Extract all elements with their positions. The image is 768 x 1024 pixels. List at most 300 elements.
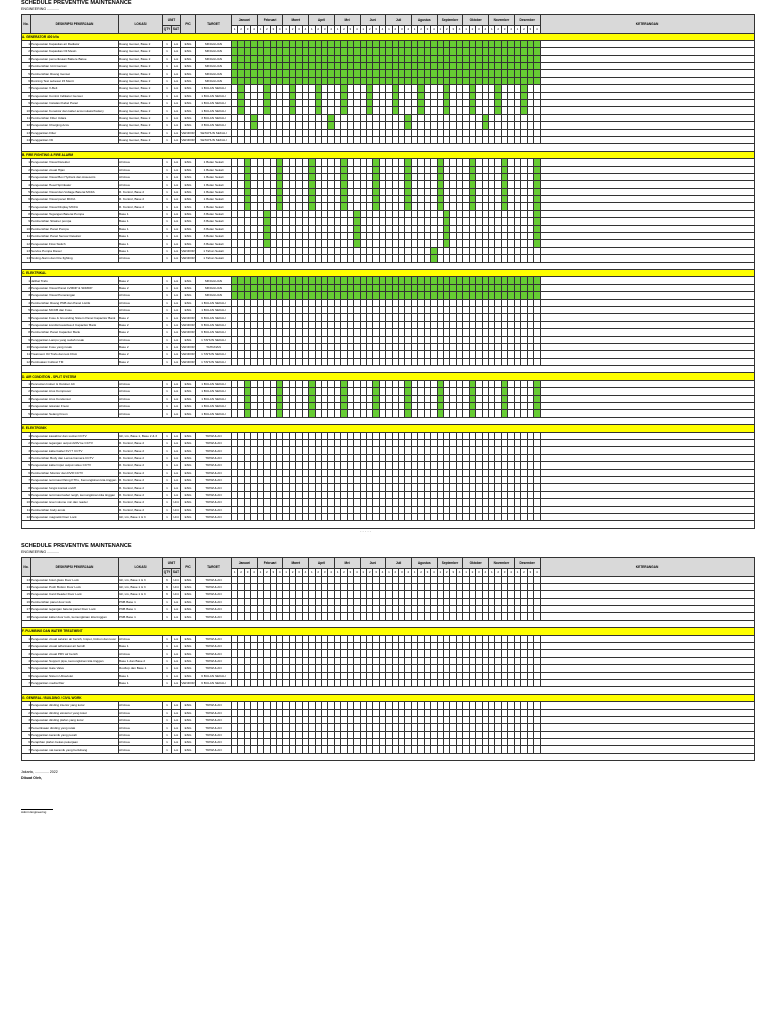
row-pic: ENG	[181, 576, 196, 583]
table-row	[22, 159, 755, 166]
document-subtitle: ENGINEERING ............	[21, 550, 60, 554]
row-pic: ENG	[181, 196, 196, 203]
row-no: 7	[22, 746, 31, 753]
row-no: 5	[22, 410, 31, 417]
row-sat: Lot	[172, 114, 181, 121]
row-keterangan	[540, 665, 754, 672]
row-desc: Pengecekan kondisi kaustiwa d Capacitor Bank	[31, 321, 119, 328]
week-header: 4	[379, 569, 385, 577]
row-pic: ENG	[181, 233, 196, 240]
row-loc: R. Kontrol, Base 2	[119, 462, 163, 469]
week-header: 1	[437, 569, 443, 577]
row-qty: 1	[163, 107, 172, 114]
week-header: 4	[482, 26, 488, 34]
place-date: Jakarta, .............. 2022	[21, 770, 58, 775]
row-qty: 1	[163, 665, 172, 672]
row-qty: 1	[163, 166, 172, 173]
row-target: 1 BULAN SEKALI	[196, 100, 232, 107]
row-keterangan	[540, 240, 754, 247]
row-pic: ENG	[181, 218, 196, 225]
table-row	[22, 166, 755, 173]
row-loc: All Area	[119, 292, 163, 299]
col-sat-header: SAT	[172, 570, 180, 575]
row-keterangan	[540, 410, 754, 417]
row-pic: ENG	[181, 606, 196, 613]
row-keterangan	[540, 395, 754, 402]
row-no: 6	[22, 196, 31, 203]
week-header: 1	[514, 26, 520, 34]
row-qty: 1	[163, 469, 172, 476]
row-qty: 1	[163, 410, 172, 417]
week-header: 3	[501, 569, 507, 577]
col-ket-header: KETERANGAN	[540, 15, 754, 34]
row-pic: ENG	[181, 403, 196, 410]
week-header: 1	[257, 569, 263, 577]
row-desc: Pembersihan Body dan Lensa Camera CCTV	[31, 454, 119, 461]
row-pic: ENG	[181, 225, 196, 232]
row-pic: ENG	[181, 469, 196, 476]
table-row	[22, 100, 755, 107]
table-row	[22, 650, 755, 657]
row-qty: 1	[163, 55, 172, 62]
row-pic: ENG	[181, 203, 196, 210]
row-sat: Lot	[172, 702, 181, 709]
row-loc: GF, LG, Base 1 & 3	[119, 591, 163, 598]
month-header: Februari	[257, 15, 283, 26]
row-keterangan	[540, 40, 754, 47]
row-desc: Pengecekan visual PRV air bersih	[31, 650, 119, 657]
row-loc: R. Kontrol, Base 2	[119, 491, 163, 498]
week-header: 2	[495, 26, 501, 34]
row-loc: R. Kontrol, Base 2	[119, 469, 163, 476]
row-pic: ENG	[181, 591, 196, 598]
row-loc: All Area	[119, 709, 163, 716]
row-loc: All Area	[119, 395, 163, 402]
table-row	[22, 716, 755, 723]
row-desc: Perapihan plafon bekas pekerjaan	[31, 739, 119, 746]
section-row	[22, 694, 755, 701]
row-desc: Pengecekan Visual Display MCFA	[31, 203, 119, 210]
row-keterangan	[540, 724, 754, 731]
week-header: 3	[321, 569, 327, 577]
week-header: 2	[521, 26, 527, 34]
table-row	[22, 410, 755, 417]
blank-row	[22, 687, 755, 694]
row-desc: Pengecekan dinding eksterior yang kotor	[31, 709, 119, 716]
row-pic: ENG	[181, 306, 196, 313]
row-sat: Lot	[172, 188, 181, 195]
row-no: 7	[22, 203, 31, 210]
row-loc: Base 2	[119, 284, 163, 291]
row-desc: Pengecekan pemeriksaan Battere Batue	[31, 55, 119, 62]
row-pic: ENG	[181, 55, 196, 62]
table-row	[22, 462, 755, 469]
row-target: TRIWULAN	[196, 506, 232, 513]
row-loc: Ruang Genset, Base 2	[119, 114, 163, 121]
blank-cell	[22, 753, 755, 760]
row-loc: Ruang Genset, Base 2	[119, 129, 163, 136]
row-qty: 1	[163, 136, 172, 143]
week-header: 4	[431, 26, 437, 34]
row-sat: Lot	[172, 598, 181, 605]
row-keterangan	[540, 136, 754, 143]
row-no: 14	[22, 136, 31, 143]
table-row	[22, 284, 755, 291]
row-sat: Lot	[172, 447, 181, 454]
row-pic: ENG	[181, 63, 196, 70]
row-no: 5	[22, 70, 31, 77]
row-target: 1 Bulan Sekali	[196, 159, 232, 166]
table-row	[22, 351, 755, 358]
row-target: 6 BULAN SEKALI	[196, 329, 232, 336]
row-desc: Pembersihan Panel Sensor Detektor	[31, 233, 119, 240]
row-desc: Pengecekan kabel door lock, kemungkinan kita tinggan	[31, 613, 119, 620]
row-pic: ENG	[181, 336, 196, 343]
blank-row	[22, 144, 755, 151]
table-row	[22, 395, 755, 402]
section-row	[22, 270, 755, 277]
table-row	[22, 107, 755, 114]
blank-cell	[22, 521, 755, 528]
month-header: Mei	[334, 558, 360, 569]
row-sat: Lot	[172, 395, 181, 402]
row-loc: All Area	[119, 255, 163, 262]
row-target: 6 BULAN SEKALI	[196, 314, 232, 321]
row-sat: Lot	[172, 247, 181, 254]
row-no: 2	[22, 388, 31, 395]
row-sat: Lot	[172, 476, 181, 483]
row-keterangan	[540, 77, 754, 84]
row-keterangan	[540, 643, 754, 650]
row-pic: ENG	[181, 299, 196, 306]
month-header: Oktober	[463, 15, 489, 26]
row-pic: ENG	[181, 85, 196, 92]
week-header: 1	[489, 569, 495, 577]
row-desc: Penggantian Filter	[31, 129, 119, 136]
row-qty: 1	[163, 643, 172, 650]
row-target: 3 Bulan Sekali	[196, 218, 232, 225]
row-no: 4	[22, 63, 31, 70]
row-no: 3	[22, 650, 31, 657]
row-no: 4	[22, 181, 31, 188]
row-desc: Pembuatan Cubicel TM	[31, 358, 119, 365]
row-qty: 1	[163, 225, 172, 232]
row-target: 1 Tahun Sekali	[196, 255, 232, 262]
row-desc: Pembersihan Panel Pompa	[31, 225, 119, 232]
row-no: 8	[22, 329, 31, 336]
week-header: 2	[315, 569, 321, 577]
row-keterangan	[540, 454, 754, 461]
row-target: TRIWULAN	[196, 731, 232, 738]
row-desc: Pengecekan Selang Freon	[31, 410, 119, 417]
row-loc: Base 2	[119, 321, 163, 328]
row-qty: 1	[163, 635, 172, 642]
col-qty-header: QTY	[163, 27, 171, 32]
table-row	[22, 403, 755, 410]
table-row	[22, 506, 755, 513]
row-desc: Pengecekan terminasi Patng KTKs, Kemungkinan kita tinggan	[31, 476, 119, 483]
row-keterangan	[540, 702, 754, 709]
row-qty: 1	[163, 702, 172, 709]
row-no: 4	[22, 299, 31, 306]
row-no: 10	[22, 107, 31, 114]
row-no: 2	[22, 284, 31, 291]
table-row	[22, 314, 755, 321]
row-loc: All Area	[119, 166, 163, 173]
row-target: SETAHUN SEKALI	[196, 136, 232, 143]
row-target: 1 BULAN SEKALI	[196, 107, 232, 114]
month-header: Desember	[514, 15, 540, 26]
row-no: 5	[22, 731, 31, 738]
row-sat: Lot	[172, 159, 181, 166]
month-header: September	[437, 558, 463, 569]
row-desc: Testing Alarm dan Fire fighting	[31, 255, 119, 262]
row-target: TRIWULAN	[196, 657, 232, 664]
month-header: Desember	[514, 558, 540, 569]
row-no: 6	[22, 469, 31, 476]
row-sat: Lot	[172, 233, 181, 240]
row-pic: ENG	[181, 395, 196, 402]
row-keterangan	[540, 92, 754, 99]
row-pic: ENG	[181, 665, 196, 672]
row-no: 4	[22, 454, 31, 461]
row-desc: Pengecekan Tegangan Baterai Pompa	[31, 210, 119, 217]
row-no: 3	[22, 716, 31, 723]
row-qty: 1	[163, 724, 172, 731]
row-sat: Lot	[172, 255, 181, 262]
week-header: 3	[270, 569, 276, 577]
row-pic: VENDOR	[181, 249, 195, 254]
row-pic: ENG	[181, 77, 196, 84]
row-no: 2	[22, 48, 31, 55]
table-row	[22, 92, 755, 99]
week-header: 3	[399, 26, 405, 34]
section-row	[22, 151, 755, 158]
col-target-header: TARGET	[196, 15, 232, 34]
row-target: MINGGUAN	[196, 292, 232, 299]
row-sat: Lot	[172, 277, 181, 284]
table-row	[22, 55, 755, 62]
footer	[21, 769, 768, 815]
row-target: MINGGUAN	[196, 284, 232, 291]
row-keterangan	[540, 188, 754, 195]
schedule-table	[21, 557, 755, 761]
row-qty: 1	[163, 388, 172, 395]
row-keterangan	[540, 469, 754, 476]
row-keterangan	[540, 403, 754, 410]
table-row	[22, 233, 755, 240]
row-loc: All Area	[119, 388, 163, 395]
row-pic: VENDOR	[181, 322, 195, 327]
row-loc: Ruang Genset, Base 2	[119, 136, 163, 143]
row-pic: ENG	[181, 746, 196, 753]
row-keterangan	[540, 299, 754, 306]
row-keterangan	[540, 598, 754, 605]
row-desc: Pengecekan Kapasitas air Radiator	[31, 40, 119, 47]
row-pic: ENG	[181, 657, 196, 664]
week-header: 3	[527, 26, 533, 34]
row-loc: R. Kontrol, Base 2	[119, 484, 163, 491]
row-keterangan	[540, 380, 754, 387]
table-row	[22, 657, 755, 664]
table-row	[22, 329, 755, 336]
week-header: 1	[386, 569, 392, 577]
row-qty: 1	[163, 70, 172, 77]
row-sat: Lot	[172, 48, 181, 55]
row-qty: 1	[163, 403, 172, 410]
week-header: 4	[302, 26, 308, 34]
row-qty: 1	[163, 650, 172, 657]
row-loc: All Area	[119, 159, 163, 166]
row-loc: Ruang Genset, Base 2	[119, 92, 163, 99]
row-desc: Pengecekan Visual panel MCFA	[31, 196, 119, 203]
row-target: TRIWULAN	[196, 709, 232, 716]
row-desc: Pengecekan level volume mic dan reader	[31, 499, 119, 506]
row-desc: Pengecekan Arus Kompresor	[31, 388, 119, 395]
table-row	[22, 598, 755, 605]
month-header: Agustus	[411, 558, 437, 569]
month-header: Oktober	[463, 558, 489, 569]
row-qty: 1	[163, 513, 172, 520]
section-title: A. GENERATOR 400 kVa	[22, 33, 755, 40]
table-row	[22, 196, 755, 203]
row-pic: ENG	[181, 188, 196, 195]
row-keterangan	[540, 606, 754, 613]
row-keterangan	[540, 122, 754, 129]
row-sat: Lot	[172, 650, 181, 657]
row-sat: Unit	[173, 592, 179, 597]
row-keterangan	[540, 746, 754, 753]
week-header: 4	[431, 569, 437, 577]
row-no: 5	[22, 665, 31, 672]
row-keterangan	[540, 233, 754, 240]
row-desc: Pengecekan kabel input output video CCTV	[31, 462, 119, 469]
row-sat: Unit	[173, 515, 179, 520]
row-qty: 1	[163, 181, 172, 188]
row-no: 18	[22, 613, 31, 620]
row-no: 9	[22, 100, 31, 107]
row-desc: Pengecekan Card Reader Door Lock	[31, 591, 119, 598]
row-desc: Pengecekan Kapasitas Oli Mesin	[31, 48, 119, 55]
week-header: 3	[321, 26, 327, 34]
row-target: 1 BULAN SEKALI	[196, 380, 232, 387]
row-qty: 1	[163, 447, 172, 454]
table-row	[22, 499, 755, 506]
table-row	[22, 469, 755, 476]
row-pic: VENDOR	[181, 352, 195, 357]
blank-cell	[22, 687, 755, 694]
row-keterangan	[540, 210, 754, 217]
table-row	[22, 321, 755, 328]
table-row	[22, 576, 755, 583]
row-qty: 1	[163, 380, 172, 387]
row-pic: ENG	[181, 650, 196, 657]
row-sat: Lot	[172, 606, 181, 613]
week-header: 1	[411, 569, 417, 577]
row-target: 6 BULAN SEKALI	[196, 679, 232, 686]
table-row	[22, 277, 755, 284]
row-loc: Base 1	[119, 672, 163, 679]
table-row	[22, 643, 755, 650]
row-desc: Pengecekan terminasi kabel neigh, kemungkinan kita tinggan	[31, 491, 119, 498]
table-row	[22, 210, 755, 217]
week-header: 2	[366, 26, 372, 34]
section-row	[22, 373, 755, 380]
row-loc: Ruang Genset, Base 2	[119, 40, 163, 47]
row-sat: Lot	[172, 709, 181, 716]
month-header: Maret	[283, 15, 309, 26]
row-qty: 1	[163, 292, 172, 299]
row-target: TRIWULAN	[196, 583, 232, 590]
row-sat: Lot	[172, 672, 181, 679]
row-target: TRIWULAN	[196, 606, 232, 613]
row-loc: Base 1	[119, 240, 163, 247]
row-sat: Lot	[172, 635, 181, 642]
row-keterangan	[540, 583, 754, 590]
row-loc: Rooftop dan Base 1	[119, 665, 163, 672]
row-qty: 6	[163, 591, 172, 598]
row-keterangan	[540, 114, 754, 121]
table-row	[22, 40, 755, 47]
table-row	[22, 731, 755, 738]
col-loc-header: LOKASI	[119, 558, 163, 577]
row-sat: Lot	[172, 107, 181, 114]
row-no: 6	[22, 314, 31, 321]
month-header: April	[309, 15, 335, 26]
row-sat: Lot	[172, 77, 181, 84]
row-loc: R. Kontrol, Base 2	[119, 439, 163, 446]
table-row	[22, 672, 755, 679]
blank-row	[22, 262, 755, 269]
row-sat: Lot	[172, 196, 181, 203]
month-header: Mei	[334, 15, 360, 26]
row-loc: All Area	[119, 380, 163, 387]
page-2	[21, 543, 768, 815]
row-pic: ENG	[181, 292, 196, 299]
row-sat: Unit	[173, 585, 179, 590]
week-header: 3	[347, 26, 353, 34]
row-target: TRIWULAN	[196, 598, 232, 605]
row-qty: 1	[163, 173, 172, 180]
row-pic: ENG	[181, 613, 196, 620]
blank-row	[22, 753, 755, 760]
row-target: MINGGUAN	[196, 48, 232, 55]
row-loc: All Area	[119, 716, 163, 723]
row-loc: GF, LG, Base 1 & 3	[119, 513, 163, 520]
row-loc: Base 1	[119, 643, 163, 650]
row-qty: 1	[163, 114, 172, 121]
table-row	[22, 77, 755, 84]
row-loc: Ruang Genset, Base 2	[119, 55, 163, 62]
row-desc: Pengecekan botol glass Door Lock	[31, 576, 119, 583]
table-row	[22, 173, 755, 180]
row-qty: 1	[163, 746, 172, 753]
week-header: 2	[289, 569, 295, 577]
row-loc: All Area	[119, 336, 163, 343]
row-desc: Pengecekan tekanan Freon	[31, 403, 119, 410]
row-pic: ENG	[181, 432, 196, 439]
row-sat: Lot	[172, 306, 181, 313]
row-loc: GF, LG, Base 1 & 3	[119, 583, 163, 590]
month-header: September	[437, 15, 463, 26]
week-header: 1	[514, 569, 520, 577]
row-no: 3	[22, 447, 31, 454]
week-header: 3	[527, 569, 533, 577]
row-keterangan	[540, 591, 754, 598]
row-pic: ENG	[181, 284, 196, 291]
row-keterangan	[540, 336, 754, 343]
row-pic: ENG	[181, 240, 196, 247]
